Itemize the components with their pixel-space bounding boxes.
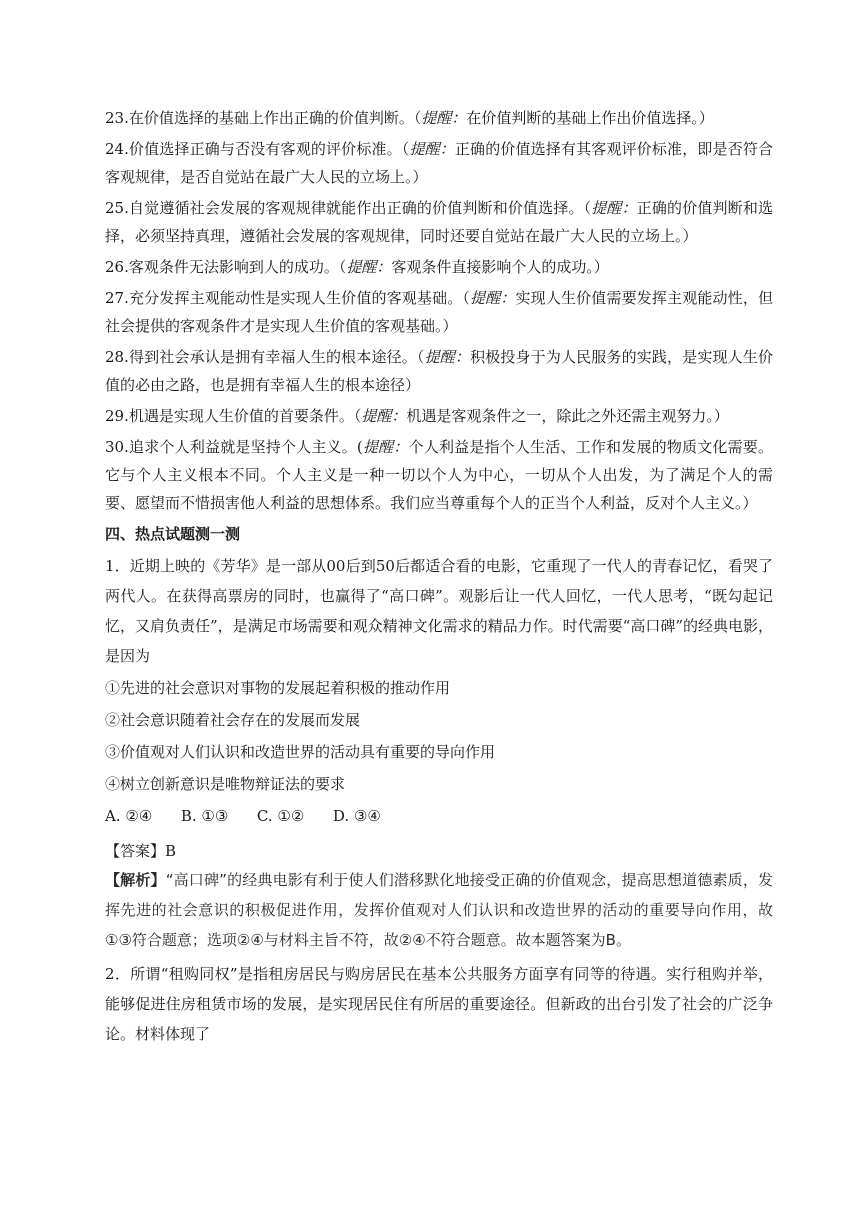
statement-27: 27.充分发挥主观能动性是实现人生价值的客观基础。（提醒：实现人生价值需要发挥主观能动性，但社会提供的客观条件才是实现人生价值的客观基础。） bbox=[105, 289, 773, 335]
hint-label: 提醒： bbox=[421, 109, 467, 127]
question-1-analysis: 【解析】“高口碑”的经典电影有利于使人们潜移默化地接受正确的价值观念，提高思想道德素质，发挥先进的社会意识的积极促进作用，发挥价值观对人们认识和改造世界的活动的重要导向作用，故①③符合题意；选项②④与材料主旨不符，故②④不符合题意。故本题答案为B。 bbox=[105, 871, 773, 949]
section-title: 四、热点试题测一测 bbox=[105, 525, 241, 543]
question-1-choices: A. ②④ B. ①③ C. ①② D. ③④ bbox=[105, 807, 381, 825]
hint-label: 提醒： bbox=[424, 348, 471, 366]
question-1-option-4: ④树立创新意识是唯物辩证法的要求 bbox=[105, 775, 346, 793]
hint-label: 提醒： bbox=[346, 258, 392, 276]
hint-label: 提醒： bbox=[409, 140, 455, 158]
question-1-answer: 【答案】B bbox=[105, 842, 177, 860]
statement-29: 29.机遇是实现人生价值的首要条件。（提醒：机遇是客观条件之一，除此之外还需主观努力。） bbox=[105, 407, 729, 425]
statement-25: 25.自觉遵循社会发展的客观规律就能作出正确的价值判断和价值选择。（提醒：正确的价值判断和选择，必须坚持真理，遵循社会发展的客观规律，同时还要自觉站在最广大人民的立场上。） bbox=[105, 199, 773, 245]
hint-label: 提醒： bbox=[591, 199, 637, 217]
question-1-stem: 1．近期上映的《芳华》是一部从00后到50后都适合看的电影，它重现了一代人的青春记忆，看哭了两代人。在获得高票房的同时，也赢得了“高口碑”。观影后让一代人回忆，一代人思考，“既勾起记忆，又肩负责任”，是满足市场需要和观众精神文化需求的精品力作。时代需要“高口碑”的经典电影，是因为 bbox=[105, 557, 774, 665]
question-1-option-1: ①先进的社会意识对事物的发展起着积极的推动作用 bbox=[105, 679, 451, 697]
statement-23: 23.在价值选择的基础上作出正确的价值判断。（提醒：在价值判断的基础上作出价值选择。） bbox=[105, 109, 714, 127]
question-2-stem: 2．所谓“租购同权”是指租房居民与购房居民在基本公共服务方面享有同等的待遇。实行租购并举，能够促进住房租赁市场的发展，是实现居民住有所居的重要途径。但新政的出台引发了社会的广泛争论。材料体现了 bbox=[105, 965, 773, 1043]
statement-30: 30.追求个人利益就是坚持个人主义。(提醒：个人利益是指个人生活、工作和发展的物质文化需要。它与个人主义根本不同。个人主义是一种一切以个人为中心，一切从个人出发，为了满足个人的需要、愿望而不惜损害他人利益的思想体系。我们应当尊重每个人的正当个人利益，反对个人主义。） bbox=[105, 438, 773, 512]
question-1-option-2: ②社会意识随着社会存在的发展而发展 bbox=[105, 711, 361, 729]
document-page bbox=[105, 104, 773, 1049]
statement-26: 26.客观条件无法影响到人的成功。（提醒：客观条件直接影响个人的成功。） bbox=[105, 258, 609, 276]
statement-24: 24.价值选择正确与否没有客观的评价标准。（提醒：正确的价值选择有其客观评价标准，即是否符合客观规律，是否自觉站在最广大人民的立场上。） bbox=[105, 140, 773, 186]
statement-28: 28.得到社会承认是拥有幸福人生的根本途径。（提醒：积极投身于为人民服务的实践，是实现人生价值的必由之路，也是拥有幸福人生的根本途径） bbox=[105, 348, 773, 394]
hint-label: 提醒： bbox=[362, 438, 409, 456]
analysis-tag: 【解析】 bbox=[105, 871, 166, 889]
hint-label: 提醒： bbox=[361, 407, 407, 425]
question-1-option-3: ③价值观对人们认识和改造世界的活动具有重要的导向作用 bbox=[105, 743, 496, 761]
hint-label: 提醒： bbox=[470, 289, 516, 307]
